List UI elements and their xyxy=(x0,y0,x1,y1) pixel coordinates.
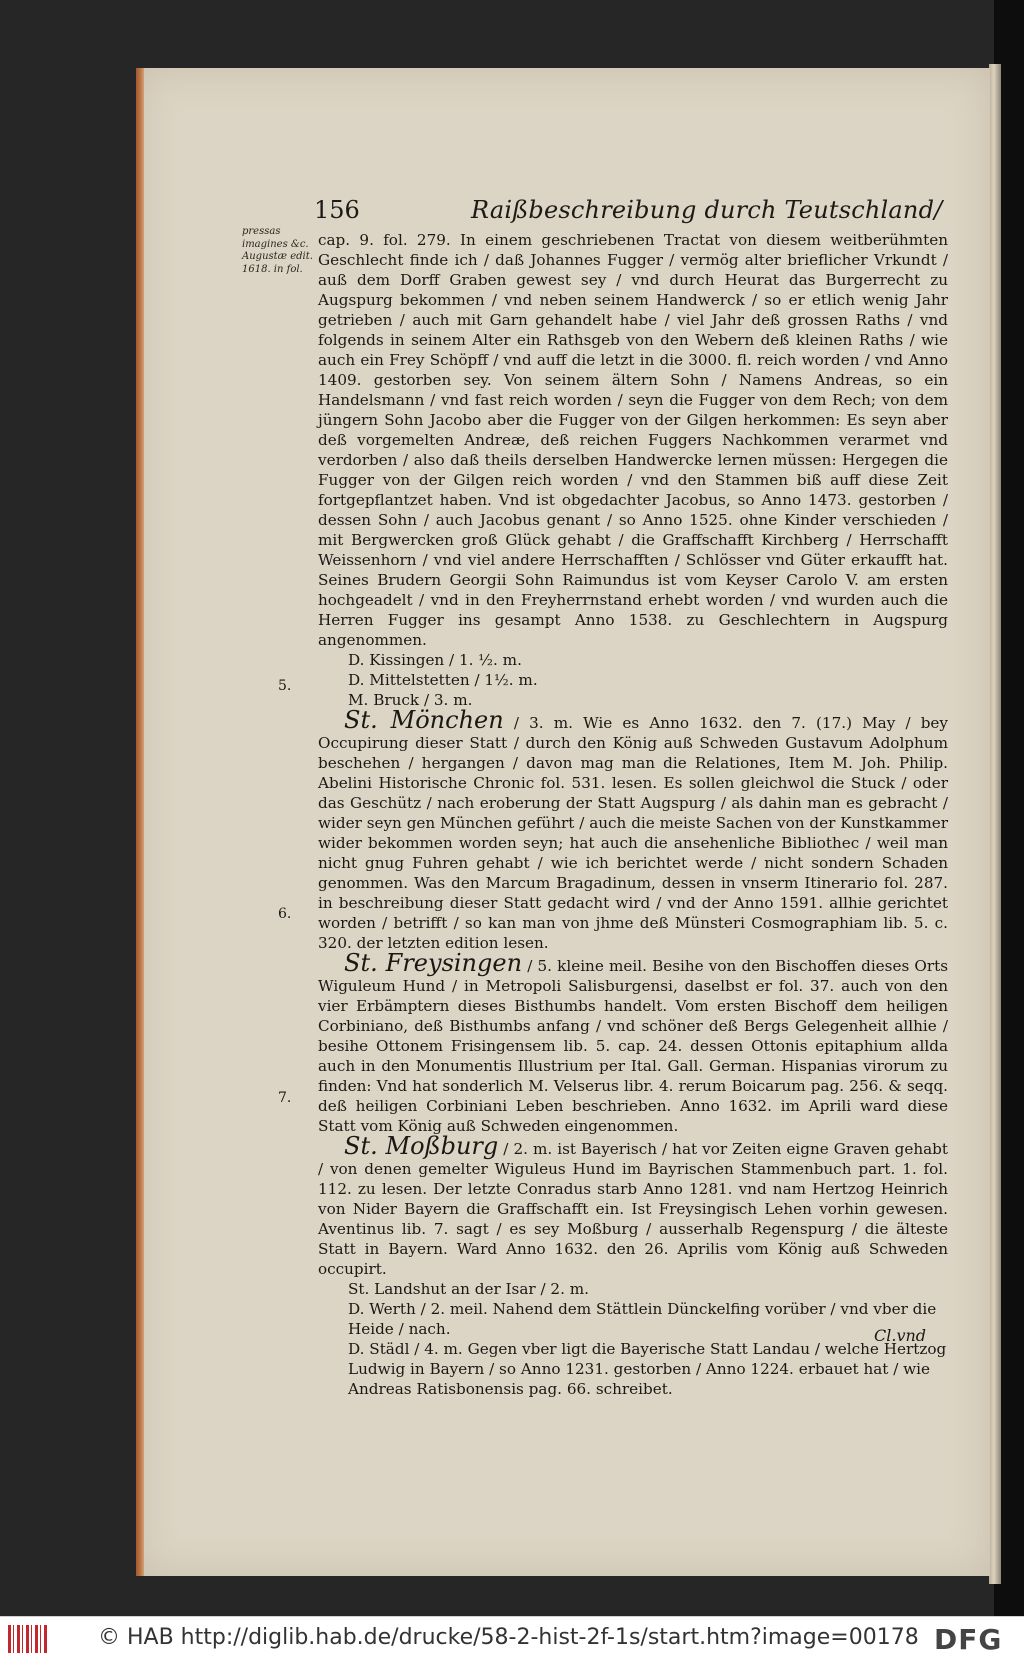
entry-freysingen xyxy=(318,949,949,1136)
page-spine-edge xyxy=(136,68,144,1576)
footer-bar xyxy=(0,1616,1024,1661)
running-title: Raißbeschreibung durch Teutschland/ xyxy=(471,196,943,224)
entry-heading: St. Freysingen xyxy=(344,949,523,977)
entry-muenchen xyxy=(318,706,948,953)
entry-text: / 5. kleine meil. Besihe von den Bischoffen dieses Orts Wiguleum Hund / in Metropoli Salisburgensi, daselbst er fol. 37. auch von den vier Erbämptern dieses Bisthumbs handelt. Vom ersten Bischoff dem heiligen Corbiniano, deß Bisthumbs anfang / vnd schöner deß Bergs Gelegenheit allhie / besihe Ottonem Frisingensem lib. 5. cap. 24. dessen Ottonis epitaphium allda auch in den Monumentis Illustrium per Ital. Gall. German. Hispanias virorum zu finden: Vnd hat sonderlich M. Velserus libr. 4. rerum Boicarum pag. 256. & seqq. deß heiligen Corbiniani Leben beschrieben. Anno 1632. im Aprili ward diese Statt vom König auß Schweden eingenommen. xyxy=(318,957,949,1135)
dfg-logo: DFG xyxy=(934,1623,1003,1656)
catchword: Cl.vnd xyxy=(874,1326,927,1345)
entry-mossburg xyxy=(318,1132,948,1279)
entry-number-5: 5. xyxy=(278,678,292,694)
page-number: 156 xyxy=(314,196,360,224)
entry-heading: St. Moßburg xyxy=(344,1132,499,1160)
page-leaf-edge xyxy=(989,64,1001,1584)
entry-number-6: 6. xyxy=(278,906,292,922)
body-text xyxy=(318,230,948,1399)
route-line: St. Landshut an der Isar / 2. m. xyxy=(348,1280,589,1298)
entry-number-7: 7. xyxy=(278,1090,292,1106)
entry-text: / 2. m. ist Bayerisch / hat vor Zeiten eigne Graven gehabt / von denen gemelter Wiguleus Hund im Bayrischen Stammenbuch part. 1. fol. 112. zu lesen. Der letzte Conradus starb Anno 1281. vnd nam Hertzog Heinrich von Nider Bayern die Graffschafft ein. Ist Freysingisch Lehen vorhin gewesen. Aventinus lib. 7. sagt / es sey Moßburg / ausserhalb Regenspurg / die älteste Statt in Bayern. Ward Anno 1632. den 26. Aprilis vom König auß Schweden occupirt. xyxy=(318,1140,948,1278)
hab-barcode-icon xyxy=(8,1625,48,1653)
route-line: D. Mittelstetten / 1½. m. xyxy=(348,671,538,689)
paragraph-fugger: cap. 9. fol. 279. In einem geschriebenen Tractat von diesem weitberühmten Geschlecht finde ich / daß Johannes Fugger / vermög alter brieflicher Vrkundt / auß dem Dorff Graben gewest sey / vnd durch Heurat das Burgerrecht zu Augspurg bekommen / vnd neben seinem Handwerck / so er etlich wenig Jahr getrieben / auch mit Garn gehandelt habe / viel Jahr deß grossen Raths / vnd folgends in seinem Alter ein Rathsgeb von den Webern deß kleinen Raths / wie auch ein Frey Schöpff / vnd auff die letzt in die 3000. fl. reich worden / vnd Anno 1409. gestorben sey. Von seinem ältern Sohn / Namens Andreas, so ein Handelsmann / vnd fast reich worden / seyn die Fugger von dem Rech; von dem jüngern Sohn Jacobo aber die Fugger von der Gilgen herkommen: Es seyn aber deß vorgemelten Andreæ, deß reichen Fuggers Nachkommen verarmet vnd verdorben / also daß theils derselben Handwercke lernen müssen: Hergegen die Fugger von der Gilgen reich worden / vnd den Stammen biß auff diese Zeit fortgepflantzet haben. Vnd ist obgedachter Jacobus, so Anno 1473. gestorben / dessen Sohn / auch Jacobus genant / so Anno 1525. ohne Kinder verschieden / mit Bergwercken groß Glück gehabt / die Graffschafft Kirchberg / Herrschafft Weissenhorn / vnd viel andere Herrschafften / Schlösser vnd Güter erkaufft hat. Seines Brudern Georgii Sohn Raimundus ist vom Keyser Carolo V. am ersten hochgeadelt / vnd in den Freyherrnstand erhebt worden / vnd wurden auch die Herren Fugger ins gesampt Anno 1538. zu Geschlechtern in Augspurg angenommen. xyxy=(318,231,948,649)
marginal-note: pressas imagines &c. Augustæ edit. 1618. in fol. xyxy=(242,226,313,275)
route-line: D. Städl / 4. m. Gegen vber ligt die Bayerische Statt Landau / welche Hertzog Ludwig in Bayern / so Anno 1231. gestorben / Anno 1224. erbauet hat / wie Andreas Ratisbonensis pag. 66. schreibet. xyxy=(348,1340,947,1398)
route-line: D. Werth / 2. meil. Nahend dem Stättlein Dünckelfing vorüber / vnd vber die Heide / nach. xyxy=(348,1300,937,1338)
route-line: D. Kissingen / 1. ½. m. xyxy=(348,651,522,669)
entry-heading: St. Mönchen xyxy=(344,706,504,734)
footer-url-link[interactable]: © HAB http://diglib.hab.de/drucke/58-2-hist-2f-1s/start.htm?image=00178 xyxy=(98,1625,919,1650)
route-line: M. Bruck / 3. m. xyxy=(348,691,473,709)
page-header xyxy=(314,196,948,226)
entry-text: / 3. m. Wie es Anno 1632. den 7. (17.) May / bey Occupirung dieser Statt / durch den König auß Schweden Gustavum Adolphum beschehen / hergangen / davon mag man die Relationes, Item M. Joh. Philip. Abelini Historische Chronic fol. 531. lesen. Es sollen gleichwol die Stuck / oder das Geschütz / nach eroberung der Statt Augspurg / als dahin man es gebracht / wider seyn gen München geführt / auch die meiste Sachen von der Kunstkammer wider bekommen worden seyn; hat auch die ansehenliche Bibliothec / weil man nicht gnug Fuhren gehabt / wie ich berichtet werde / nicht sondern Schaden genommen. Was den Marcum Bragadinum, dessen in vnserm Itinerario fol. 287. in beschreibung dieser Statt gedacht wird / vnd der Anno 1591. allhie gerichtet worden / betrifft / so kan man von jhme deß Münsteri Cosmographiam lib. 5. c. 320. der letzten edition lesen. xyxy=(318,714,948,952)
